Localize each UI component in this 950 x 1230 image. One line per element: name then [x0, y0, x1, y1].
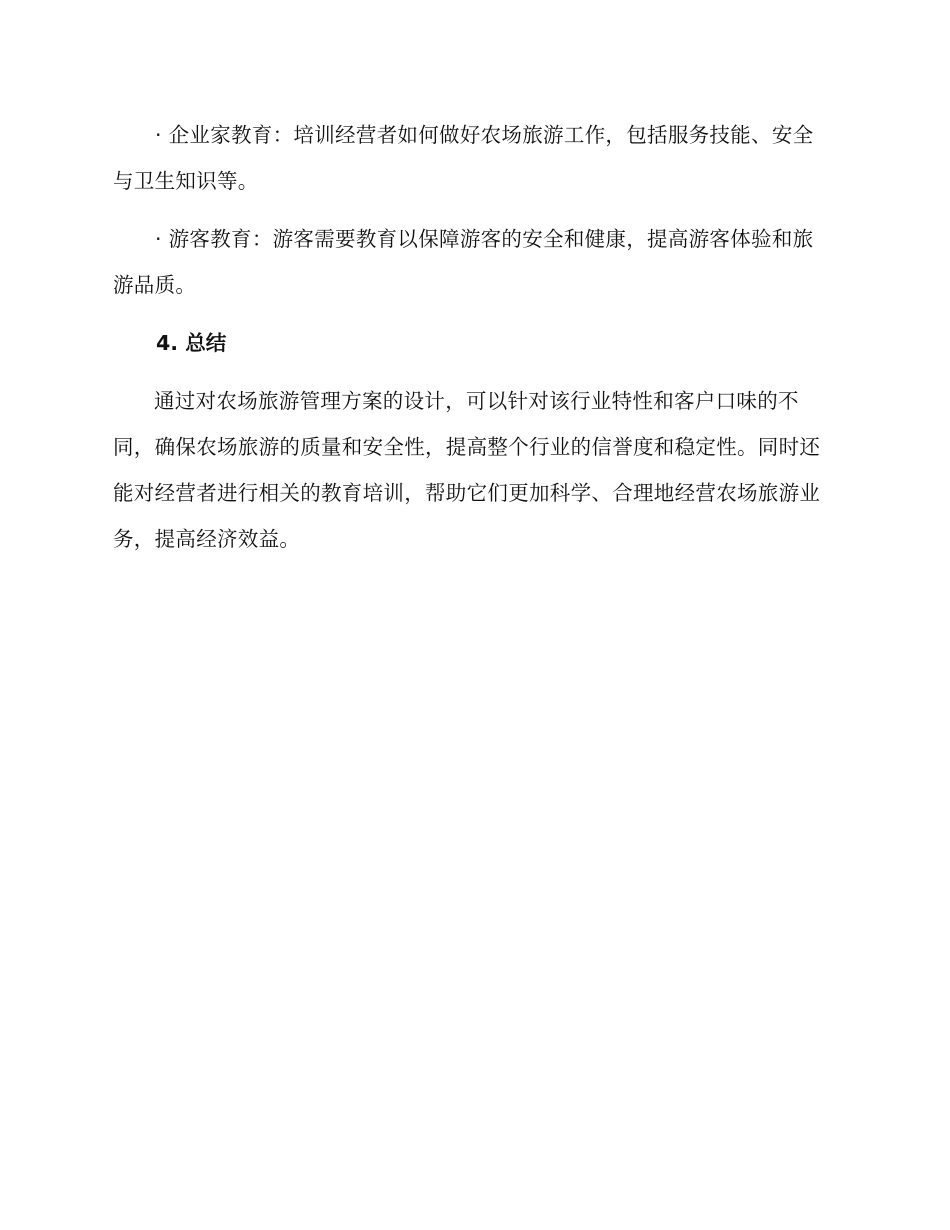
summary-heading: 4. 总结: [156, 331, 227, 355]
bullet-entrepreneur-education: · 企业家教育：培训经营者如何做好农场旅游工作，包括服务技能、安全与卫生知识等。: [113, 123, 814, 193]
bullet-tourist-education: · 游客教育：游客需要教育以保障游客的安全和健康，提高游客体验和旅游品质。: [113, 227, 814, 297]
document-page: [113, 112, 825, 574]
summary-paragraph: 通过对农场旅游管理方案的设计，可以针对该行业特性和客户口味的不同，确保农场旅游的质量和安全性，提高整个行业的信誉度和稳定性。同时还能对经营者进行相关的教育培训，帮助它们更加科学、合理地经营农场旅游业务，提高经济效益。: [113, 389, 821, 551]
